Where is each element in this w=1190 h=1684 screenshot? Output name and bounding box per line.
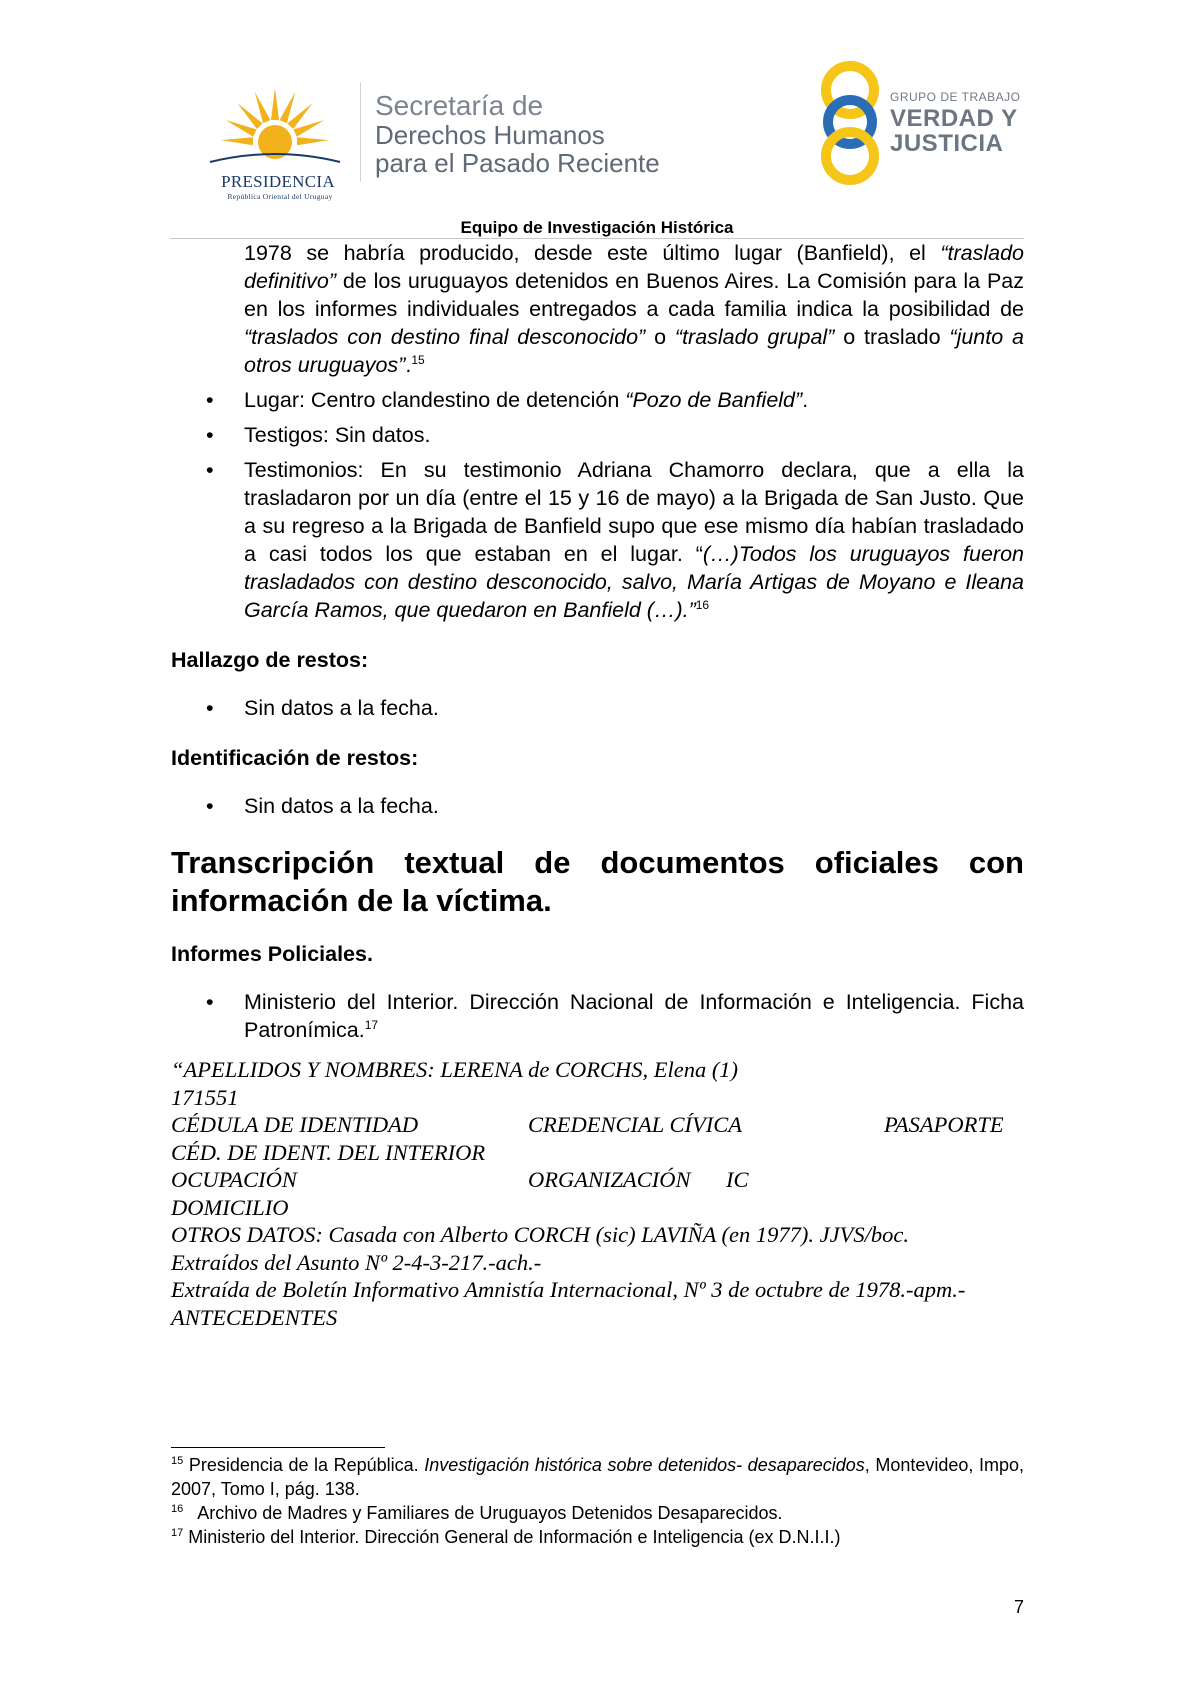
footnotes bbox=[171, 1453, 1024, 1549]
ficha-row bbox=[171, 1166, 1024, 1194]
cont-text-2: de los uruguayos detenidos en Buenos Aires. La Comisión para la Paz en los informes individuales entregados a cada familia indica la posibilidad de bbox=[244, 269, 1024, 321]
cont-text-1: 1978 se habría producido, desde este último lugar (Banfield), el bbox=[244, 241, 941, 265]
identificacion-heading: Identificación de restos: bbox=[171, 746, 419, 770]
cont-quote-3: “traslado grupal” bbox=[674, 325, 835, 349]
footnote-16 bbox=[171, 1501, 1024, 1525]
ficha-antecedentes: ANTECEDENTES bbox=[171, 1304, 338, 1330]
cont-quote-4: “junto a otros uruguayos” bbox=[244, 325, 1025, 377]
ficha-row bbox=[171, 1056, 1024, 1084]
bullet-lugar bbox=[206, 386, 1024, 414]
team-title: Equipo de Investigación Histórica bbox=[460, 218, 734, 237]
footnote-text: , Montevideo, Impo, 2007, Tomo I, pág. 138. bbox=[171, 1455, 1024, 1499]
ficha-ic: IC bbox=[726, 1167, 749, 1192]
ficha-pasaporte: PASAPORTE bbox=[884, 1112, 1004, 1137]
footnote-15 bbox=[171, 1453, 1024, 1501]
secretaria-logo bbox=[375, 90, 735, 177]
ficha-row bbox=[171, 1249, 1024, 1277]
section-heading: Transcripción textual de documentos oficiales con información de la víctima. bbox=[171, 845, 1024, 918]
bullet-dot: • bbox=[206, 423, 214, 447]
footnote-separator bbox=[171, 1447, 385, 1448]
document-body bbox=[171, 239, 1024, 1331]
footnote-text: Presidencia de la República. bbox=[183, 1455, 425, 1475]
presidencia-title: PRESIDENCIA bbox=[221, 172, 335, 191]
lugar-end: . bbox=[802, 388, 809, 412]
ficha-ced-interior: CÉD. DE IDENT. DEL INTERIOR bbox=[171, 1139, 486, 1165]
ficha-asunto: Extraídos del Asunto Nº 2-4-3-217.-ach.- bbox=[171, 1249, 542, 1275]
footnote-number: 17 bbox=[171, 1527, 184, 1539]
ficha-apellidos: “APELLIDOS Y NOMBRES: LERENA de CORCHS, Elena (1) bbox=[171, 1057, 739, 1082]
identificacion-text: Sin datos a la fecha. bbox=[244, 794, 439, 818]
grupo-verdad: VERDAD Y bbox=[890, 105, 1018, 132]
bullet-identificacion bbox=[206, 792, 1024, 820]
footnote-number: 16 bbox=[171, 1503, 184, 1515]
lugar-quote: “Pozo de Banfield” bbox=[625, 388, 803, 412]
cont-quote-2: “traslados con destino final desconocido” bbox=[244, 325, 646, 349]
ficha-patronimica bbox=[171, 1056, 1024, 1331]
ficha-otros-datos: OTROS DATOS: Casada con Alberto CORCH (sic) LAVIÑA (en 1977). JJVS/boc. bbox=[171, 1222, 909, 1247]
bullet-dot: • bbox=[206, 388, 214, 412]
ficha-row bbox=[171, 1276, 1024, 1304]
ficha-domicilio: DOMICILIO bbox=[171, 1194, 289, 1220]
bullet-dot: • bbox=[206, 696, 214, 720]
lugar-text: Lugar: Centro clandestino de detención bbox=[244, 388, 626, 412]
hallazgo-heading: Hallazgo de restos: bbox=[171, 648, 369, 672]
page-header bbox=[170, 52, 1024, 201]
ficha-credencial: CREDENCIAL CÍVICA bbox=[528, 1112, 742, 1137]
footnote-text: Archivo de Madres y Familiares de Uruguayos Detenidos Desaparecidos. bbox=[183, 1503, 783, 1523]
ficha-organizacion: ORGANIZACIÓN bbox=[528, 1167, 691, 1192]
ficha-numero: 171551 bbox=[171, 1084, 239, 1110]
footnote-ref-16[interactable]: 16 bbox=[695, 597, 710, 612]
page-number: 7 bbox=[1013, 1597, 1024, 1617]
testimonios-text: Testimonios: En su testimonio Adriana Chamorro declara, que a ella la trasladaron por un día (entre el 15 y 16 de mayo) a la Brigada de San Justo. Que a su regreso a la Brigada de Banfield supo que ese mismo día habían trasladado a casi todos los que estaban en el lugar. “ bbox=[244, 458, 1024, 566]
cont-quote-1: “traslado definitivo” bbox=[244, 241, 1024, 293]
cont-text-5: . bbox=[405, 353, 412, 377]
bullet-hallazgo bbox=[206, 694, 1024, 722]
cont-text-4: o traslado bbox=[834, 325, 950, 349]
testimonios-quote: (…)Todos los uruguayos fueron trasladados con destino desconocido, salvo, María Artigas de Moyano e Ileana García Ramos, que quedaron en Banfield (…).” bbox=[244, 542, 1024, 622]
ficha-row bbox=[171, 1111, 1024, 1139]
secretaria-line2: Derechos Humanos bbox=[375, 120, 605, 150]
ficha-row bbox=[171, 1221, 1024, 1249]
hallazgo-text: Sin datos a la fecha. bbox=[244, 696, 439, 720]
ficha-ocupacion: OCUPACIÓN bbox=[171, 1167, 297, 1192]
bullet-dot: • bbox=[206, 990, 214, 1014]
footnote-17 bbox=[171, 1525, 1024, 1549]
bullet-testigos bbox=[206, 421, 1024, 449]
ficha-row bbox=[171, 1139, 1024, 1167]
ficha-boletin: Extraída de Boletín Informativo Amnistía Internacional, Nº 3 de octubre de 1978.-apm.- bbox=[171, 1277, 966, 1302]
secretaria-line3: para el Pasado Reciente bbox=[375, 148, 660, 178]
ficha-row bbox=[171, 1084, 1024, 1112]
secretaria-line1: Secretaría de bbox=[375, 90, 544, 121]
footnote-ref-17[interactable]: 17 bbox=[364, 1017, 379, 1032]
bullet-ministerio bbox=[206, 988, 1024, 1044]
ficha-row bbox=[171, 1194, 1024, 1222]
verdad-justicia-logo bbox=[814, 58, 1034, 188]
grupo-justicia: JUSTICIA bbox=[890, 130, 1004, 157]
footnote-number: 15 bbox=[171, 1455, 184, 1467]
testigos-text: Testigos: Sin datos. bbox=[244, 423, 431, 447]
cont-text-3: o bbox=[645, 325, 675, 349]
ficha-cedula: CÉDULA DE IDENTIDAD bbox=[171, 1112, 419, 1137]
continuation-paragraph bbox=[244, 239, 1024, 379]
ministerio-text: Ministerio del Interior. Dirección Nacional de Información e Inteligencia. Ficha Patronímica. bbox=[244, 990, 1024, 1042]
header-divider bbox=[360, 82, 361, 182]
grupo-small: GRUPO DE TRABAJO bbox=[890, 90, 1021, 104]
footnote-title: Investigación histórica sobre detenidos- desaparecidos bbox=[424, 1455, 865, 1475]
informes-heading: Informes Policiales. bbox=[171, 942, 373, 966]
sun-icon bbox=[200, 80, 350, 175]
footnote-ref-15[interactable]: 15 bbox=[411, 352, 425, 367]
ficha-row bbox=[171, 1304, 1024, 1332]
footnote-text: Ministerio del Interior. Dirección General de Información e Inteligencia (ex D.N.I.I.) bbox=[183, 1527, 841, 1547]
bullet-dot: • bbox=[206, 794, 214, 818]
presidencia-subtitle: República Oriental del Uruguay bbox=[227, 192, 333, 201]
bullet-testimonios bbox=[206, 456, 1024, 624]
bullet-dot: • bbox=[206, 458, 214, 482]
presidencia-logo bbox=[200, 80, 350, 201]
rings-icon bbox=[814, 58, 890, 188]
